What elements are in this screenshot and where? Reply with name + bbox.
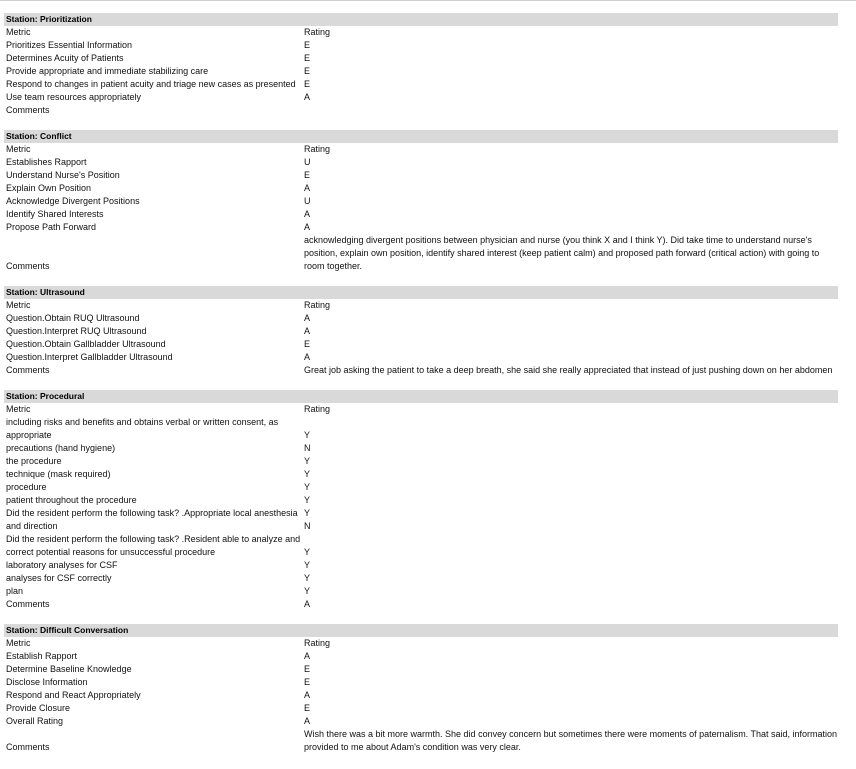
metric-name: Explain Own Position bbox=[6, 183, 92, 193]
metric-row bbox=[4, 39, 838, 52]
comments-row bbox=[4, 728, 838, 754]
comments-text: A bbox=[304, 599, 311, 609]
metric-name: Establishes Rapport bbox=[6, 157, 87, 167]
metric-rating: Y bbox=[304, 430, 311, 440]
metric-name: Disclose Information bbox=[6, 677, 88, 687]
rating-header: Rating bbox=[304, 638, 331, 648]
top-border bbox=[0, 0, 856, 1]
metric-rating: E bbox=[304, 703, 311, 713]
metric-row bbox=[4, 572, 838, 585]
metric-row bbox=[4, 559, 838, 572]
comments-label: Comments bbox=[6, 599, 50, 609]
metric-row bbox=[4, 416, 838, 442]
station-title: Station: Conflict bbox=[4, 130, 838, 143]
evaluation-sheet bbox=[4, 13, 838, 767]
metric-row bbox=[4, 221, 838, 234]
metric-name: Acknowledge Divergent Positions bbox=[6, 196, 140, 206]
metric-name: including risks and benefits and obtains verbal or written consent, as appropriate bbox=[6, 417, 279, 440]
metric-header: Metric bbox=[6, 404, 31, 414]
metric-name: analyses for CSF correctly bbox=[6, 573, 112, 583]
metric-name: Question.Interpret RUQ Ultrasound bbox=[6, 326, 147, 336]
metric-name: Identify Shared Interests bbox=[6, 209, 104, 219]
metric-rating: N bbox=[304, 521, 311, 531]
metric-name: Provide appropriate and immediate stabilizing care bbox=[6, 66, 209, 76]
metric-row bbox=[4, 481, 838, 494]
metric-rating: E bbox=[304, 79, 311, 89]
metric-rating: N bbox=[304, 443, 311, 453]
metric-rating: A bbox=[304, 313, 311, 323]
metric-row bbox=[4, 195, 838, 208]
metric-row bbox=[4, 312, 838, 325]
metric-row bbox=[4, 663, 838, 676]
metric-rating: Y bbox=[304, 573, 311, 583]
rating-header: Rating bbox=[304, 144, 331, 154]
rating-header: Rating bbox=[304, 404, 331, 414]
metric-row bbox=[4, 520, 838, 533]
metric-name: Did the resident perform the following task? .Resident able to analyze and correct potential reasons for unsuccessful procedure bbox=[6, 534, 301, 557]
metric-name: Question.Obtain RUQ Ultrasound bbox=[6, 313, 140, 323]
metric-rating: Y bbox=[304, 456, 311, 466]
comments-row bbox=[4, 234, 838, 273]
metric-rating: U bbox=[304, 157, 311, 167]
metric-name: Use team resources appropriately bbox=[6, 92, 142, 102]
metric-row bbox=[4, 182, 838, 195]
metric-header: Metric bbox=[6, 144, 31, 154]
metric-name: Respond to changes in patient acuity and triage new cases as presented bbox=[6, 79, 296, 89]
comments-label: Comments bbox=[6, 261, 50, 271]
metric-rating: E bbox=[304, 677, 311, 687]
metric-rating: E bbox=[304, 66, 311, 76]
metric-rating: A bbox=[304, 222, 311, 232]
metric-rating: U bbox=[304, 196, 311, 206]
station-prioritization bbox=[4, 13, 838, 117]
station-ultrasound bbox=[4, 286, 838, 377]
station-title: Station: Difficult Conversation bbox=[4, 624, 838, 637]
metric-row bbox=[4, 533, 838, 559]
column-header-row bbox=[4, 26, 838, 39]
comments-text: Great job asking the patient to take a deep breath, she said she really appreciated that instead of just pushing down on her abdomen bbox=[304, 365, 833, 375]
metric-name: technique (mask required) bbox=[6, 469, 111, 479]
metric-row bbox=[4, 338, 838, 351]
metric-row bbox=[4, 715, 838, 728]
station-title: Station: Prioritization bbox=[4, 13, 838, 26]
metric-row bbox=[4, 169, 838, 182]
metric-rating: Y bbox=[304, 586, 311, 596]
metric-name: procedure bbox=[6, 482, 47, 492]
metric-name: Understand Nurse's Position bbox=[6, 170, 120, 180]
metric-name: Establish Rapport bbox=[6, 651, 78, 661]
metric-rating: A bbox=[304, 352, 311, 362]
station-title: Station: Procedural bbox=[4, 390, 838, 403]
column-header-row bbox=[4, 299, 838, 312]
metric-row bbox=[4, 507, 838, 520]
metric-header: Metric bbox=[6, 27, 31, 37]
metric-header: Metric bbox=[6, 300, 31, 310]
metric-rating: E bbox=[304, 40, 311, 50]
metric-name: patient throughout the procedure bbox=[6, 495, 137, 505]
comments-label: Comments bbox=[6, 365, 50, 375]
comments-label: Comments bbox=[6, 105, 50, 115]
metric-header: Metric bbox=[6, 638, 31, 648]
metric-row bbox=[4, 585, 838, 598]
metric-rating: E bbox=[304, 53, 311, 63]
metric-rating: A bbox=[304, 92, 311, 102]
metric-rating: A bbox=[304, 690, 311, 700]
metric-row bbox=[4, 650, 838, 663]
metric-name: plan bbox=[6, 586, 24, 596]
station-difficult-conversation bbox=[4, 624, 838, 754]
metric-row bbox=[4, 494, 838, 507]
metric-row bbox=[4, 91, 838, 104]
metric-rating: A bbox=[304, 209, 311, 219]
comments-label: Comments bbox=[6, 742, 50, 752]
metric-name: Provide Closure bbox=[6, 703, 71, 713]
comments-text: acknowledging divergent positions between physician and nurse (you think X and I think Y). Did take time to understand nurse's position, explain own position, identify shared interest (keep patient calm) and proposed path forward (critical action) with going to room together. bbox=[304, 235, 820, 271]
metric-row bbox=[4, 455, 838, 468]
metric-row bbox=[4, 351, 838, 364]
metric-name: Propose Path Forward bbox=[6, 222, 97, 232]
metric-rating: A bbox=[304, 716, 311, 726]
metric-rating: Y bbox=[304, 495, 311, 505]
station-procedural bbox=[4, 390, 838, 611]
metric-rating: E bbox=[304, 664, 311, 674]
metric-name: the procedure bbox=[6, 456, 62, 466]
metric-rating: E bbox=[304, 339, 311, 349]
station-title: Station: Ultrasound bbox=[4, 286, 838, 299]
metric-name: and direction bbox=[6, 521, 58, 531]
metric-row bbox=[4, 702, 838, 715]
metric-row bbox=[4, 65, 838, 78]
metric-row bbox=[4, 208, 838, 221]
metric-name: Prioritizes Essential Information bbox=[6, 40, 133, 50]
metric-row bbox=[4, 442, 838, 455]
metric-row bbox=[4, 156, 838, 169]
metric-row bbox=[4, 468, 838, 481]
comments-text bbox=[304, 104, 838, 117]
rating-header: Rating bbox=[304, 27, 331, 37]
comments-row bbox=[4, 598, 838, 611]
metric-rating: Y bbox=[304, 560, 311, 570]
metric-rating: A bbox=[304, 326, 311, 336]
metric-rating: Y bbox=[304, 482, 311, 492]
comments-row bbox=[4, 364, 838, 377]
metric-name: Question.Interpret Gallbladder Ultrasound bbox=[6, 352, 173, 362]
metric-row bbox=[4, 78, 838, 91]
metric-row bbox=[4, 52, 838, 65]
comments-row bbox=[4, 104, 838, 117]
metric-row bbox=[4, 689, 838, 702]
metric-rating: Y bbox=[304, 508, 311, 518]
metric-rating: A bbox=[304, 183, 311, 193]
metric-rating: E bbox=[304, 170, 311, 180]
metric-rating: Y bbox=[304, 469, 311, 479]
column-header-row bbox=[4, 637, 838, 650]
metric-name: Respond and React Appropriately bbox=[6, 690, 141, 700]
metric-row bbox=[4, 325, 838, 338]
metric-name: Did the resident perform the following task? .Appropriate local anesthesia bbox=[6, 508, 298, 518]
rating-header: Rating bbox=[304, 300, 331, 310]
comments-text: Wish there was a bit more warmth. She did convey concern but sometimes there were moments of paternalism. That said, information provided to me about Adam's condition was very clear. bbox=[304, 729, 838, 752]
column-header-row bbox=[4, 403, 838, 416]
station-conflict bbox=[4, 130, 838, 273]
metric-rating: Y bbox=[304, 547, 311, 557]
metric-name: Determine Baseline Knowledge bbox=[6, 664, 132, 674]
metric-name: laboratory analyses for CSF bbox=[6, 560, 118, 570]
metric-rating: A bbox=[304, 651, 311, 661]
metric-name: precautions (hand hygiene) bbox=[6, 443, 116, 453]
metric-name: Determines Acuity of Patients bbox=[6, 53, 124, 63]
metric-name: Question.Obtain Gallbladder Ultrasound bbox=[6, 339, 166, 349]
metric-name: Overall Rating bbox=[6, 716, 64, 726]
column-header-row bbox=[4, 143, 838, 156]
metric-row bbox=[4, 676, 838, 689]
